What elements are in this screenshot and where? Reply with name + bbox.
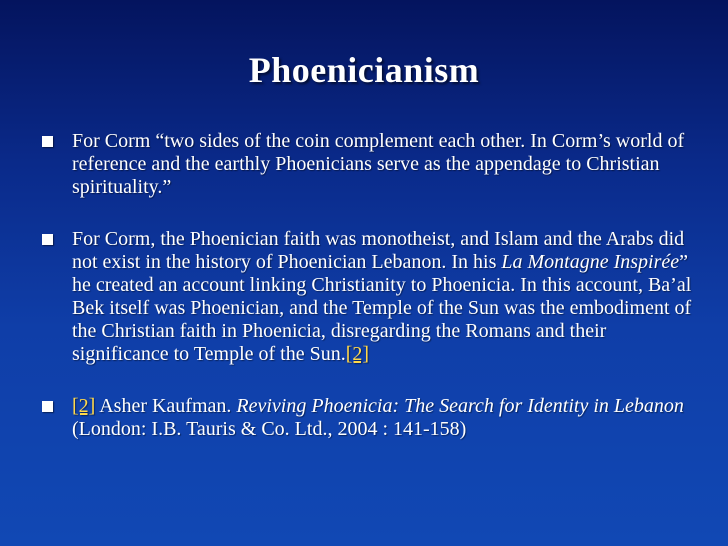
square-bullet-icon: [42, 401, 53, 412]
footnote-link[interactable]: [2]: [72, 395, 96, 417]
bullet-item-2: [36, 228, 702, 366]
footnote-link[interactable]: [2]: [345, 343, 370, 365]
bullet-text-part2: ” he created an account linking Christianity to Phoenicia. In this account, Ba’al Bek itself was Phoenician, and the Temple of the Sun was the embodiment of the Christian faith in Phoenicia, disregarding the Romans and their significance to Temple of the Sun.: [72, 251, 692, 365]
bullet-text: For Corm “two sides of the coin complement each other. In Corm’s world of reference and the earthly Phoenicians serve as the appendage to Christian spirituality.”: [72, 130, 685, 198]
bullet-item-3: [36, 395, 702, 441]
citation-author: Asher Kaufman.: [95, 395, 237, 417]
citation-publication: (London: I.B. Tauris & Co. Ltd., 2004 : 141-158): [72, 418, 467, 440]
square-bullet-icon: [42, 136, 53, 147]
book-title-italic: La Montagne Inspirée: [501, 251, 680, 273]
bullet-text-part1: For Corm, the Phoenician faith was monotheist, and Islam and the Arabs did not exist in the history of Phoenician Lebanon. In his: [72, 228, 685, 273]
bullet-item-1: [36, 130, 702, 199]
square-bullet-icon: [42, 234, 53, 245]
bullet-list: [36, 130, 702, 470]
slide-title: Phoenicianism: [248, 50, 480, 90]
citation-book-title: Reviving Phoenicia: The Search for Identity in Lebanon: [236, 395, 684, 417]
